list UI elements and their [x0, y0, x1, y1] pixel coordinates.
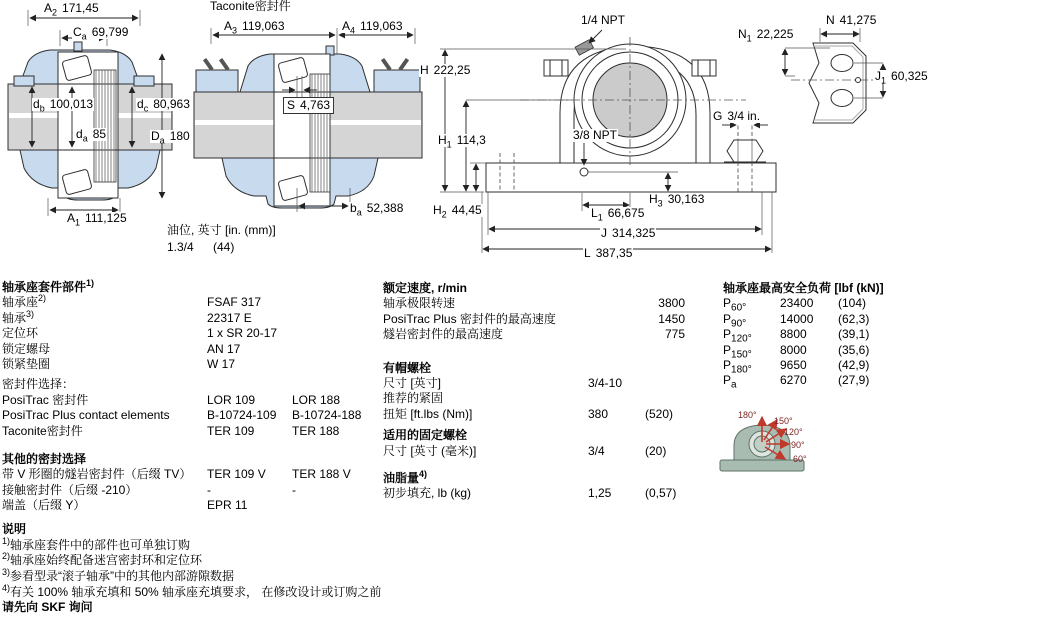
- dim-da: $d_a$ 85: [76, 127, 107, 144]
- load-row: $P_{180^\circ}$ 9650 (42,9): [723, 357, 870, 376]
- dim-a4: $A_4$ 119,063: [342, 19, 403, 36]
- speed-row: PosiTrac Plus 密封件的最高速度 1450: [383, 311, 685, 326]
- load-row: $P_{60^\circ}$ 23400 (104): [723, 296, 867, 314]
- dim-h1: $H_1$ 114,3: [438, 133, 486, 150]
- taconite-section-drawing: [194, 12, 422, 224]
- dim-j1: $J_1$ 60,325: [875, 69, 928, 86]
- dim-l1: $L_1$ 66,675: [591, 206, 645, 223]
- cap-bolt-torque-label1: 推荐的紧固: [383, 391, 444, 406]
- grease-row: 初步填充, lb (kg) 1,25 (0,57): [383, 486, 677, 501]
- seal-row: PosiTrac Plus contact elements B-10724-109 B-10724-188: [2, 408, 362, 423]
- npt-threeeighths-label: 3/8 NPT: [573, 128, 618, 142]
- kit-row: 锁紧垫圈 W 17: [2, 356, 236, 371]
- oil-level-label: 油位, 英寸 [in. (mm)]: [167, 223, 276, 237]
- cap-bolt-torque-row: 扭矩 [ft.lbs (Nm)] 380 (520): [383, 406, 674, 421]
- kit-row: 定位环 1 x SR 20-17: [2, 326, 278, 341]
- speed-row: 轴承极限转速 3800: [383, 296, 685, 311]
- angle-60-label: 60°: [793, 454, 807, 464]
- loads-title: 轴承座最高安全负荷 [lbf (kN)]: [723, 281, 884, 295]
- footnote: $^{1)}$轴承座套件中的部件也可单独订购: [2, 535, 191, 552]
- speeds-title: 额定速度, r/min: [383, 281, 468, 295]
- attachment-bolts-title: 适用的固定螺栓: [383, 428, 468, 443]
- dim-n: N 41,275: [826, 13, 877, 27]
- dim-h3: $H_3$ 30,163: [649, 192, 705, 209]
- other-seal-row: 端盖（后缀 Y） EPR 11: [2, 498, 248, 513]
- oil-level-value-in: 1.3/4: [167, 240, 194, 254]
- seal-row: Taconite密封件 TER 109 TER 188: [2, 423, 340, 438]
- dim-dc: $d_c$ 80,963: [137, 97, 190, 114]
- angle-180-label: 180°: [738, 410, 757, 420]
- dim-l: L 387,35: [584, 246, 633, 260]
- dim-s: S 4,763: [283, 97, 334, 114]
- other-seal-row: 接触密封件（后缀 -210） - -: [2, 482, 296, 497]
- cap-bolts-title: 有帽螺栓: [383, 360, 432, 375]
- footnote: $^{3)}$参看型录“滚子轴承”中的其他内部游隙数据: [2, 567, 235, 584]
- dim-ca: $C_a$ 69,799: [73, 25, 129, 42]
- dim-h: H 222,25: [420, 63, 471, 77]
- angle-120-label: 120°: [784, 427, 803, 437]
- load-row: $P_a$ 6270 (27,9): [723, 373, 870, 391]
- dim-Da: $D_a$ 180: [151, 129, 190, 146]
- max-load-section: [723, 281, 963, 389]
- other-seal-row: 带 V 形圈的燧岩密封件（后缀 TV） TER 109 V TER 188 V: [2, 467, 351, 482]
- dim-h2: $H_2$ 44,45: [433, 203, 482, 220]
- kit-row: 轴承$^{3)}$ 22317 E: [2, 308, 252, 325]
- attachment-bolt-row: 尺寸 [英寸 (毫米)] 3/4 (20): [383, 443, 667, 458]
- kit-row: 锁定螺母 AN 17: [2, 341, 241, 356]
- npt-quarter-label: 1/4 NPT: [581, 13, 626, 27]
- other-seals-title: 其他的密封选择: [2, 451, 87, 466]
- load-row: $P_{150^\circ}$ 8000 (35,6): [723, 342, 870, 360]
- angle-90-label: 90°: [791, 440, 805, 450]
- kit-row: 轴承座$^{2)}$ FSAF 317: [2, 293, 262, 310]
- dim-g: G 3/4 in.: [713, 109, 761, 123]
- dim-ba: $b_a$ 52,388: [350, 201, 404, 218]
- cap-bolt-size-row: 尺寸 [英寸] 3/4-10: [383, 375, 623, 390]
- footnote: $^{4)}$有关 100% 轴承充填和 50% 轴承座充填要求， 在修改设计或订购之前: [2, 582, 382, 599]
- dim-a2: $A_2$ 171,45: [44, 1, 99, 18]
- seal-row: PosiTrac 密封件 LOR 109 LOR 188: [2, 392, 341, 407]
- dim-j: J 314,325: [601, 226, 656, 240]
- notes-footer: 请先向 SKF 询问: [2, 600, 93, 615]
- dim-db: $d_b$ 100,013: [33, 97, 94, 114]
- grease-title: 油脂量$^{4)}$: [383, 468, 428, 485]
- seals-header: 密封件选择：: [2, 377, 75, 392]
- angle-150-label: 150°: [774, 416, 793, 426]
- kit-title: 轴承座套件部件$^{1)}$: [2, 278, 95, 294]
- dim-n1: $N_1$ 22,225: [738, 27, 794, 44]
- taconite-title: Taconite密封件: [210, 0, 291, 13]
- footnote: $^{2)}$轴承座始终配备迷宫密封环和定位环: [2, 551, 203, 568]
- load-row: $P_{90^\circ}$ 14000 (62,3): [723, 311, 870, 330]
- dim-a1: $A_1$ 111,125: [67, 211, 127, 228]
- dim-a3: $A_3$ 119,063: [224, 19, 285, 36]
- ratings-section: [383, 281, 685, 502]
- oil-level-value-mm: (44): [213, 240, 235, 254]
- load-row: $P_{120^\circ}$ 8800 (39,1): [723, 327, 870, 345]
- speed-row: 燧岩密封件的最高速度 775: [383, 327, 685, 342]
- notes-title: 说明: [2, 522, 27, 537]
